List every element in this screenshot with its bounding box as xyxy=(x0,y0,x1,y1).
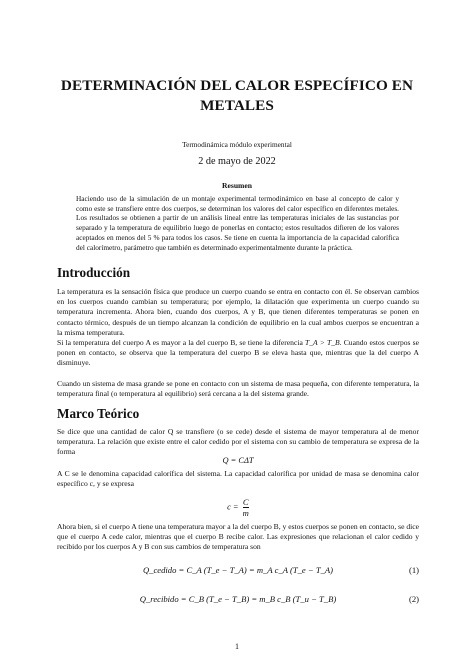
intro-paragraph-3: Cuando un sistema de masa grande se pone en contacto con un sistema de masa pequeña, con diferente temperatura, la temperatura final (o temperatura al equilibrio) será cercana a la del sistema grande. xyxy=(57,379,419,399)
equation-q-cdt: Q = CΔT xyxy=(222,456,254,465)
page-number: 1 xyxy=(235,642,239,651)
paper-subtitle: Termodinámica módulo experimental xyxy=(182,140,292,149)
equation-1: Q_cedido = C_A (T_e − T_A) = m_A c_A (T_e − T_A) xyxy=(142,565,334,575)
equation-2-row xyxy=(57,594,419,606)
fraction-numerator: C xyxy=(242,497,249,507)
fraction-denominator: m xyxy=(242,508,249,518)
equation-2: Q_recibido = C_B (T_e − T_B) = m_B c_B (T_u − T_B) xyxy=(139,594,337,604)
theory-paragraph-1: Se dice que una cantidad de calor Q se transfiere (o se cede) desde el sistema de mayor temperatura al de menor temperatura. La relación que existe entre el calor cedido por el sistema con su cambio de temperatura se expresa de la forma xyxy=(57,427,419,457)
equation-specific-heat: c = $\frac{C}{m}$ xyxy=(227,497,249,518)
theory-paragraph-2: A C se le denomina capacidad calorífica del sistema. La capacidad calorífica por unidad de masa se denomina calor específico c, y se expresa xyxy=(57,469,419,489)
equation-2-number: (2) xyxy=(408,594,419,604)
paper-date: 2 de mayo de 2022 xyxy=(198,156,276,167)
abstract-text: Haciendo uso de la simulación de un montaje experimental termodinámico en base al concepto de calor y como este se transfiere entre dos cuerpos, se determinan los valores del calor específico en diferentes metales. Los resultados se obtienen a partir de un análisis lineal entre las temperaturas iniciales de las sustancias por separado y la temperatura de equilibrio luego de ponerlas en contacto; estos resultados difieren de los valores aceptados en menos del 5 % para todos los casos. Se tiene en cuenta la importancia de la capacidad calorífica del calorímetro, parámetro que también es determinado experimentalmente durante la práctica. xyxy=(76,194,399,252)
paper-title: DETERMINACIÓN DEL CALOR ESPECÍFICO EN METALES xyxy=(60,77,414,114)
inequality-ta-tb: T_A > T_B xyxy=(305,338,340,347)
fraction-c-over-m xyxy=(243,497,249,518)
equation-1-row xyxy=(57,565,419,577)
section-heading-marco-teorico: Marco Teórico xyxy=(57,406,140,421)
intro-paragraph-1: La temperatura es la sensación física que produce un cuerpo cuando se entra en contacto con él. Se observan cambios en los cuerpos cuando cambian su temperatura; por ejemplo, la dilatación que experimenta un cuerpo cuando su temperatura incrementa. Ahora bien, cuando dos cuerpos, A y B, que tienen diferentes temperaturas se ponen en contacto térmico, después de un tiempo alcanzan la condición de equilibrio en la cual ambos cuerpos se encuentran a la misma temperatura. xyxy=(57,287,419,337)
intro-paragraph-2: Si la temperatura del cuerpo A es mayor a la del cuerpo B, se tiene la diferencia T_A > T_B. Cuando estos cuerpos se ponen en contacto, se observa que la temperatura del cuerpo B se eleva hasta que, mientras que la del cuerpo A disminuye. xyxy=(57,338,419,368)
theory-paragraph-3: Ahora bien, si el cuerpo A tiene una temperatura mayor a la del cuerpo B, y estos cuerpos se ponen en contacto, se dice que el cuerpo A cede calor, mientras que el cuerpo B recibe calor. Las expresiones que relacionan el calor cedido y recibido por los cuerpos A y B con sus cambios de temperatura son xyxy=(57,522,419,552)
section-heading-introduccion: Introducción xyxy=(57,265,131,280)
abstract-heading: Resumen xyxy=(222,181,252,190)
equation-1-number: (1) xyxy=(408,565,419,575)
